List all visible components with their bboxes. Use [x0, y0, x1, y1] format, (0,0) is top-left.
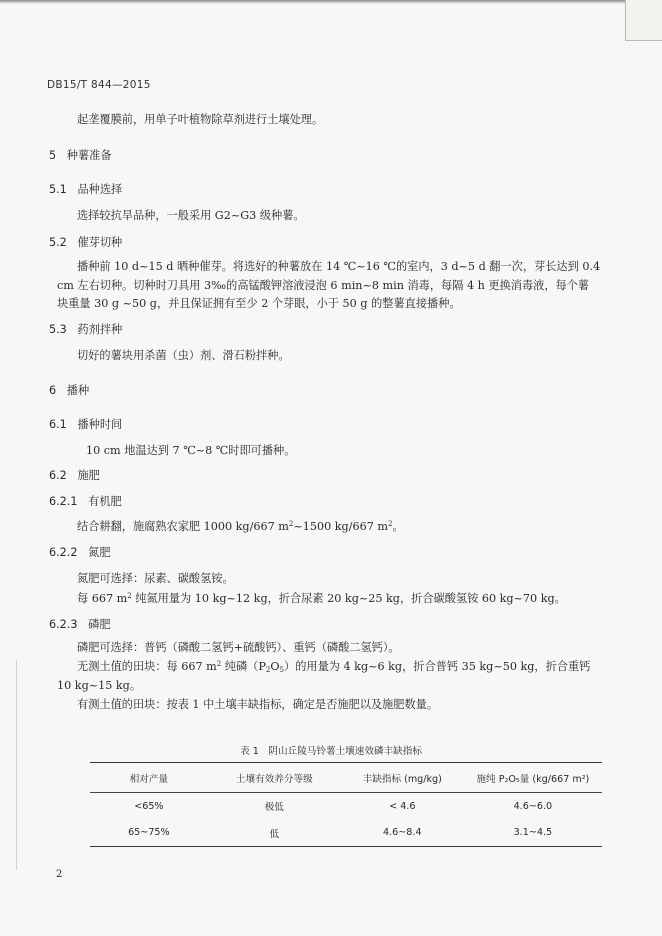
column-header: 土壤有效养分等级 — [208, 763, 341, 793]
section-title: 有机肥 — [88, 495, 122, 508]
column-header: 丰缺指标 (mg/kg) — [341, 763, 464, 793]
section-number: 6.2.2 — [49, 546, 78, 559]
superscript: 2 — [216, 660, 222, 668]
section-number: 5.2 — [49, 236, 67, 249]
section-6-heading — [49, 384, 89, 398]
section-6-2-1-heading — [49, 495, 122, 509]
section-5-1-heading — [49, 183, 122, 197]
table-header-row — [90, 763, 602, 793]
section-number: 5 — [49, 149, 57, 162]
column-header: 相对产量 — [90, 763, 208, 793]
subscript: 2 — [265, 666, 271, 674]
column-header: 施纯 P₂O₅量 (kg/667 m²) — [464, 763, 602, 793]
paragraph-6-2-3-line-2 — [77, 660, 590, 674]
section-6-2-3-heading — [49, 618, 111, 632]
table-cell: 4.6~6.0 — [513, 800, 553, 812]
section-title: 磷肥 — [88, 618, 111, 631]
text-fragment: 结合耕翻，施腐熟农家肥 1000 kg/667 m — [77, 520, 289, 533]
paragraph-5-2-line-2: cm 左右切种。切种时刀具用 3‰的高锰酸钾溶液浸泡 6 min~8 min 消毒，每隔 4 h 更换消毒液，每个薯 — [57, 279, 590, 292]
table-cell: < 4.6 — [389, 800, 416, 812]
section-6-2-2-heading — [49, 546, 111, 560]
document-id-header: DB15/T 844—2015 — [47, 79, 151, 91]
section-number: 6.2.3 — [49, 618, 78, 631]
section-number: 5.3 — [49, 323, 67, 336]
section-6-2-heading — [49, 469, 100, 483]
text-fragment: O — [270, 660, 280, 673]
page-edge — [0, 0, 662, 4]
section-number: 6 — [49, 384, 57, 397]
page-number: 2 — [56, 869, 63, 880]
text-fragment: 无测土值的田块：每 667 m — [77, 660, 217, 673]
section-title: 播种时间 — [77, 418, 123, 431]
paragraph-6-2-3-line-3: 10 kg~15 kg。 — [57, 679, 142, 692]
subscript: 5 — [279, 666, 284, 674]
paragraph-5-2-line-1: 播种前 10 d~15 d 晒种催芽。将选好的种薯放在 14 ℃~16 ℃的室内，3 d~5 d 翻一次，芽长达到 0.4 — [77, 260, 601, 273]
section-title: 药剂拌种 — [77, 323, 123, 336]
text-fragment: 纯氮用量为 10 kg~12 kg，折合尿素 20 kg~25 kg，折合碳酸氢铵 60 kg~70 kg。 — [131, 592, 566, 605]
scan-left-edge — [16, 660, 17, 870]
section-title: 施肥 — [77, 469, 100, 482]
section-title: 播种 — [66, 384, 90, 397]
scan-corner-fold — [625, 0, 662, 41]
paragraph-6-2-2-line-2 — [77, 592, 566, 606]
paragraph-5-1: 选择较抗旱品种，一般采用 G2~G3 级种薯。 — [77, 209, 305, 222]
paragraph-5-2-line-3: 块重量 30 g ~50 g，并且保证拥有至少 2 个芽眼，小于 50 g 的整薯直接播种。 — [57, 297, 461, 310]
paragraph-6-2-3-line-1: 磷肥可选择：普钙（磷酸二氢钙+硫酸钙）、重钙（磷酸二氢钙）。 — [77, 641, 400, 654]
superscript: 2 — [288, 520, 294, 528]
text-fragment: ）的用量为 4 kg~6 kg，折合普钙 35 kg~50 kg，折合重钙 — [284, 660, 591, 673]
phosphorus-index-table — [90, 762, 602, 847]
section-title: 品种选择 — [77, 183, 123, 196]
paragraph-6-2-2-line-1: 氮肥可选择：尿素、碳酸氢铵。 — [77, 572, 234, 585]
table-row — [90, 793, 602, 820]
table-row — [90, 820, 602, 847]
superscript: 2 — [387, 520, 393, 528]
table-cell: 低 — [269, 828, 280, 840]
section-title: 种薯准备 — [66, 149, 112, 162]
text-fragment: ~1500 kg/667 m — [293, 520, 388, 533]
section-number: 6.2.1 — [49, 495, 78, 508]
table-cell: 3.1~4.5 — [513, 827, 553, 839]
paragraph-6-1: 10 cm 地温达到 7 ℃~8 ℃时即可播种。 — [86, 444, 296, 457]
section-5-heading — [49, 149, 112, 163]
section-title: 氮肥 — [88, 546, 111, 559]
section-number: 6.1 — [49, 418, 67, 431]
section-number: 6.2 — [49, 469, 67, 482]
paragraph-6-2-1 — [77, 520, 404, 534]
text-fragment: 每 667 m — [77, 592, 128, 605]
table-cell: <65% — [134, 800, 164, 812]
text-fragment: 。 — [392, 520, 404, 533]
paragraph-pre-mulch: 起垄覆膜前，用单子叶植物除草剂进行土壤处理。 — [77, 113, 324, 126]
text-fragment: 纯磷（P — [221, 660, 266, 673]
section-number: 5.1 — [49, 183, 67, 196]
table-cell: 极低 — [264, 802, 284, 814]
section-title: 催芽切种 — [77, 236, 123, 249]
paragraph-6-2-3-line-4: 有测土值的田块：按表 1 中土壤丰缺指标，确定是否施肥以及施肥数量。 — [77, 698, 439, 711]
section-5-2-heading — [49, 236, 122, 250]
paragraph-5-3: 切好的薯块用杀菌（虫）剂、滑石粉拌种。 — [77, 349, 290, 362]
superscript: 2 — [127, 592, 132, 600]
section-6-1-heading — [49, 418, 122, 432]
table-cell: 65~75% — [128, 827, 170, 839]
table-caption: 表 1 阴山丘陵马铃薯土壤速效磷丰缺指标 — [240, 746, 422, 757]
table-cell: 4.6~8.4 — [383, 827, 422, 839]
section-5-3-heading — [49, 323, 122, 337]
